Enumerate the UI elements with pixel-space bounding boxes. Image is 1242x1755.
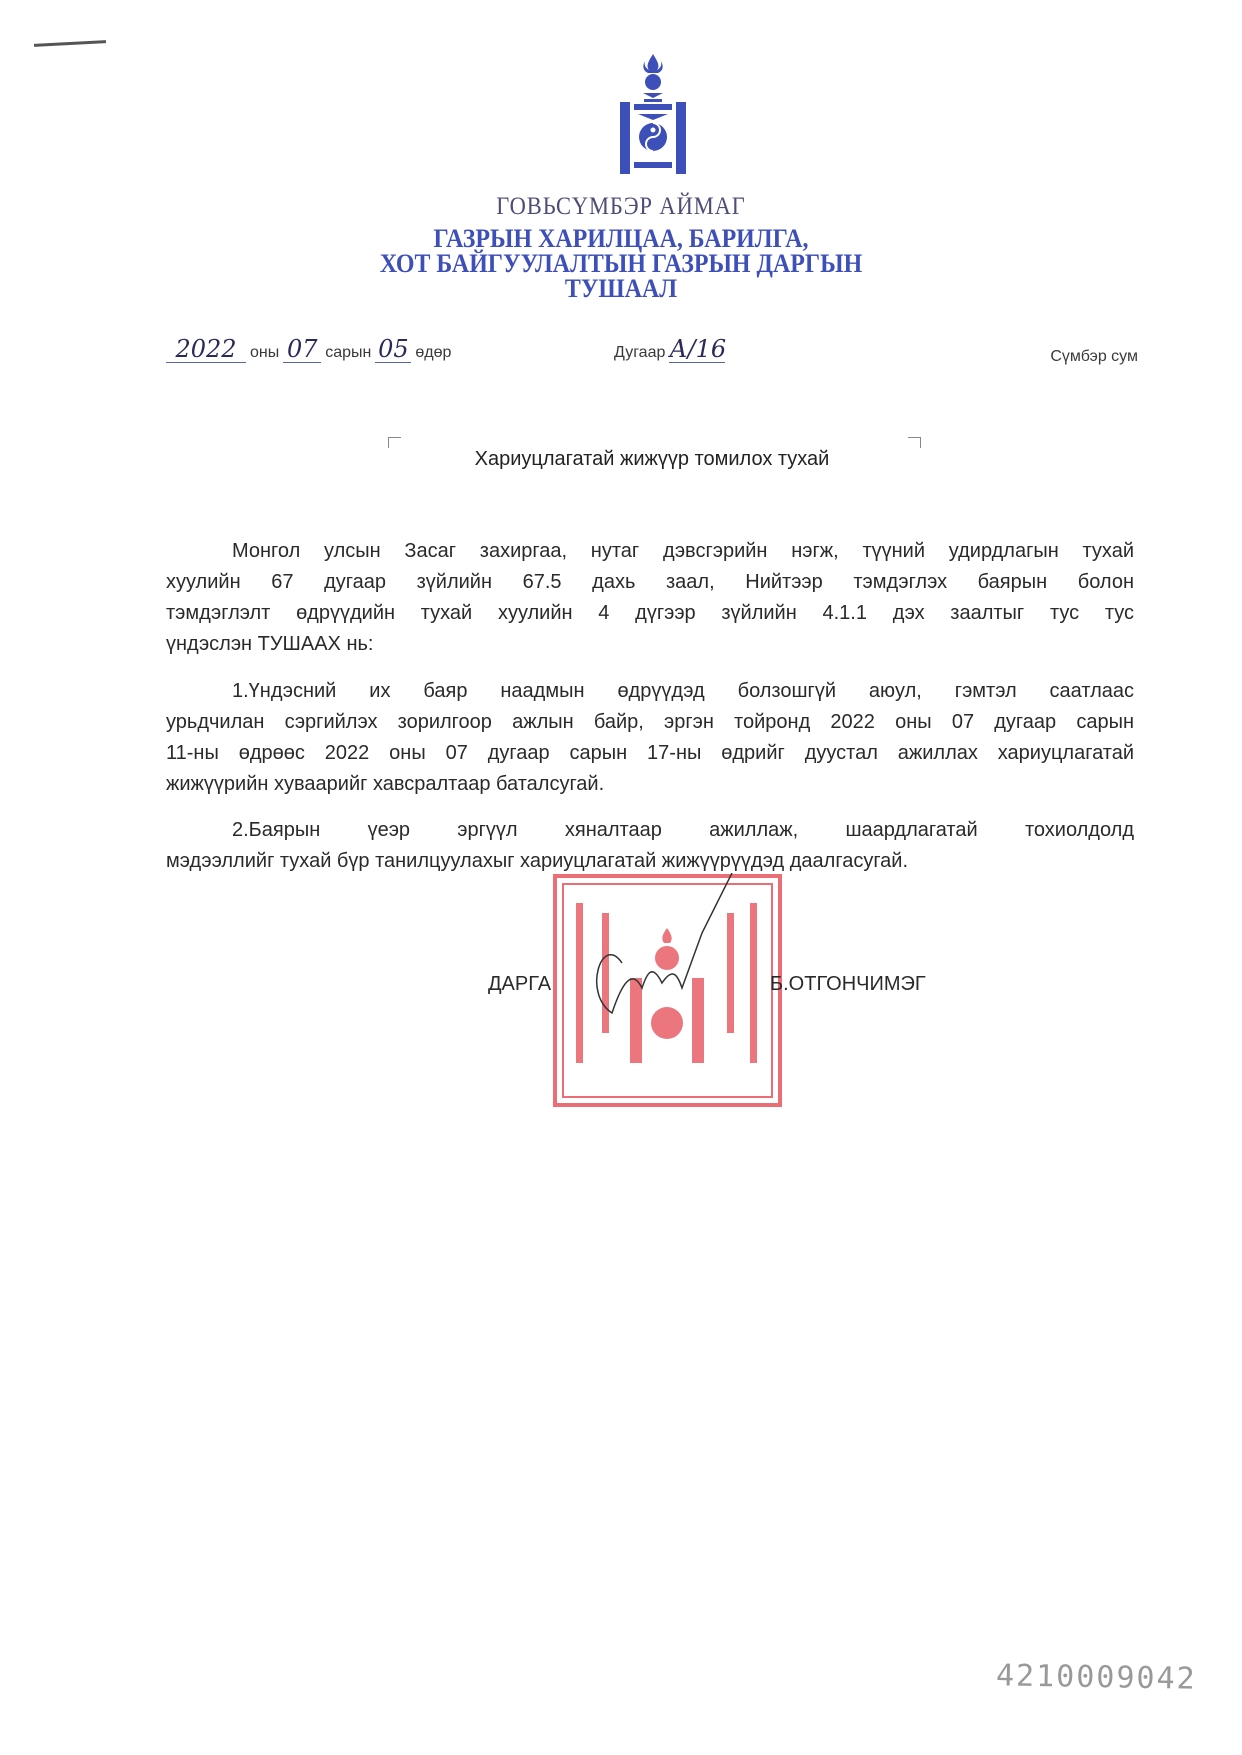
soyombo-emblem-icon [618, 52, 688, 180]
text-line: 11-ны өдрөөс 2022 оны 07 дугаар сарын 17-ны өдрийг дуустал ажиллах хариуцлагатай [166, 742, 1134, 764]
number-label: Дугаар [614, 344, 666, 361]
year-label: оны [250, 344, 280, 361]
text-line: мэдээллийг тухай бүр танилцуулахыг хариуцлагатай жижүүрүүдэд даалгасугай. [166, 850, 909, 872]
text-line: үндэслэн ТУШААХ нь: [166, 633, 374, 655]
org-name-line2: ХОТ БАЙГУУЛАЛТЫН ГАЗРЫН ДАРГЫН [379, 249, 863, 278]
date-year: 2022 [166, 336, 246, 363]
signatory-title: ДАРГА [488, 973, 552, 995]
date-month: 07 [283, 336, 321, 363]
signatory-name: Б.ОТГОНЧИМЭГ [770, 973, 926, 995]
document-title: Хариуцлагатай жижүүр томилох тухай [474, 448, 830, 470]
document-type: ТУШААЛ [564, 274, 678, 303]
text-line: хуулийн 67 дугаар зүйлийн 67.5 дахь заал, Нийтээр тэмдэглэх баярын болон [166, 571, 1134, 593]
paragraph-item-1 [166, 676, 1134, 800]
text-line: 1.Үндэсний их баяр наадмын өдрүүдэд болзошгүй аюул, гэмтэл саатлаас [232, 680, 1134, 702]
scan-mark [34, 40, 106, 47]
paragraph-preamble [166, 536, 1134, 660]
date-line [166, 336, 1138, 376]
title-corner-left [388, 437, 401, 448]
day-label: өдөр [415, 344, 452, 361]
text-line: урьдчилан сэргийлэх зорилгоор ажлын байр, эргэн тойронд 2022 оны 07 дугаар сарын [166, 711, 1134, 733]
aimag-name: ГОВЬСҮМБЭР АЙМАГ [496, 193, 746, 220]
document-number: А/16 [669, 335, 727, 363]
paragraph-item-2 [166, 815, 1134, 877]
text-line: 2.Баярын үеэр эргүүл хяналтаар ажиллаж, шаардлагатай тохиолдолд [232, 819, 1134, 841]
org-name-line1: ГАЗРЫН ХАРИЛЦАА, БАРИЛГА, [433, 224, 809, 253]
text-line: жижүүрийн хуваарийг хавсралтаар баталсугай. [166, 773, 605, 795]
month-label: сарын [325, 344, 372, 361]
text-line: тэмдэглэлт өдрүүдийн тухай хуулийн 4 дүгээр зүйлийн 4.1.1 дэх заалтыг тус тус [166, 602, 1134, 624]
place: Сүмбэр сум [1050, 348, 1138, 365]
date-day: 05 [375, 336, 411, 363]
official-stamp-icon [552, 873, 783, 1108]
text-line: Монгол улсын Засаг захиргаа, нутаг дэвсгэрийн нэгж, түүний удирдлагын тухай [232, 540, 1134, 562]
title-corner-right [908, 437, 921, 448]
serial-number: 4210009042 [995, 1658, 1197, 1697]
